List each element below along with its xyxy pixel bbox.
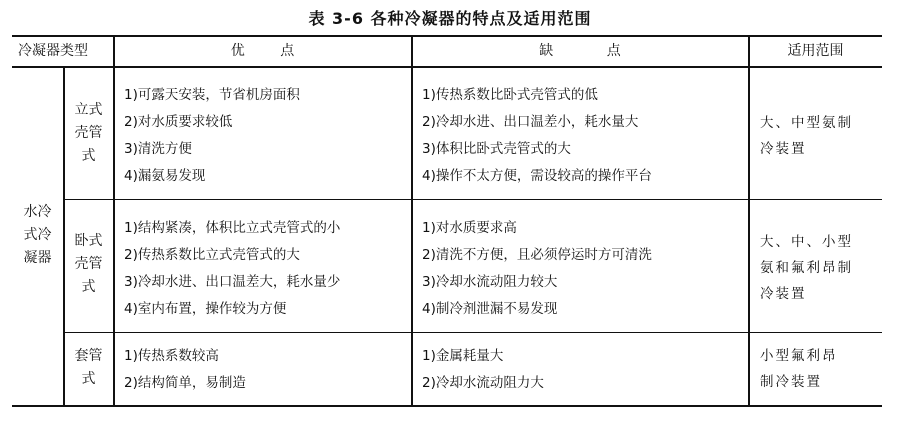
header-bottom-border (12, 66, 882, 68)
header-advantages: 优 点 (230, 43, 295, 59)
advantages-list (124, 218, 340, 326)
list-item: 2)结构简单，易制造 (124, 375, 246, 391)
list-item: 1)传热系数比卧式壳管式的低 (422, 87, 598, 103)
column-divider (748, 36, 750, 406)
subtype-double-pipe: 套管 式 (74, 348, 103, 387)
header-scope: 适用范围 (787, 43, 844, 59)
table-title: 表 3-6 各种冷凝器的特点及适用范围 (308, 9, 592, 28)
list-item: 1)可露天安装，节省机房面积 (124, 87, 300, 103)
advantages-list (124, 346, 246, 400)
column-divider (113, 36, 115, 406)
list-item: 3)冷却水进、出口温差大，耗水量少 (124, 274, 341, 290)
subtype-vertical-shell-tube: 立式 壳管 式 (74, 102, 103, 164)
list-item: 1)传热系数较高 (124, 348, 219, 364)
list-item: 3)体积比卧式壳管式的大 (422, 141, 571, 157)
list-item: 4)制冷剂泄漏不易发现 (422, 301, 558, 317)
disadvantages-list (422, 346, 544, 400)
list-item: 1)结构紧凑，体积比立式壳管式的小 (124, 220, 341, 236)
list-item: 1)对水质要求高 (422, 220, 517, 236)
list-item: 4)漏氨易发现 (124, 168, 206, 184)
list-item: 3)冷却水流动阻力较大 (422, 274, 558, 290)
list-item: 2)对水质要求较低 (124, 114, 233, 130)
scope-cell: 大、中型氨制 冷装置 (760, 115, 853, 157)
table-bottom-border (12, 405, 882, 407)
column-divider (411, 36, 413, 406)
header-disadvantages: 缺 点 (539, 43, 621, 59)
subtype-horizontal-shell-tube: 卧式 壳管 式 (74, 233, 103, 295)
list-item: 2)冷却水流动阻力大 (422, 375, 544, 391)
list-item: 4)室内布置，操作较为方便 (124, 301, 287, 317)
disadvantages-list (422, 85, 652, 193)
list-item: 3)清洗方便 (124, 141, 192, 157)
group-label-water-cooled: 水冷 式冷 凝器 (23, 204, 52, 266)
list-item: 2)清洗不方便，且必须停运时方可清洗 (422, 247, 652, 263)
scope-cell: 小型氟利昂 制冷装置 (760, 348, 838, 390)
row-divider (63, 332, 882, 333)
list-item: 2)传热系数比立式壳管式的大 (124, 247, 300, 263)
table-top-border (12, 35, 882, 37)
row-divider (63, 199, 882, 200)
list-item: 4)操作不太方便，需设较高的操作平台 (422, 168, 652, 184)
list-item: 2)冷却水进、出口温差小，耗水量大 (422, 114, 639, 130)
header-type: 冷凝器类型 (18, 43, 88, 59)
scope-cell: 大、中、小型 氨和氟利昂制 冷装置 (760, 234, 853, 302)
advantages-list (124, 85, 300, 193)
list-item: 1)金属耗量大 (422, 348, 504, 364)
disadvantages-list (422, 218, 652, 326)
